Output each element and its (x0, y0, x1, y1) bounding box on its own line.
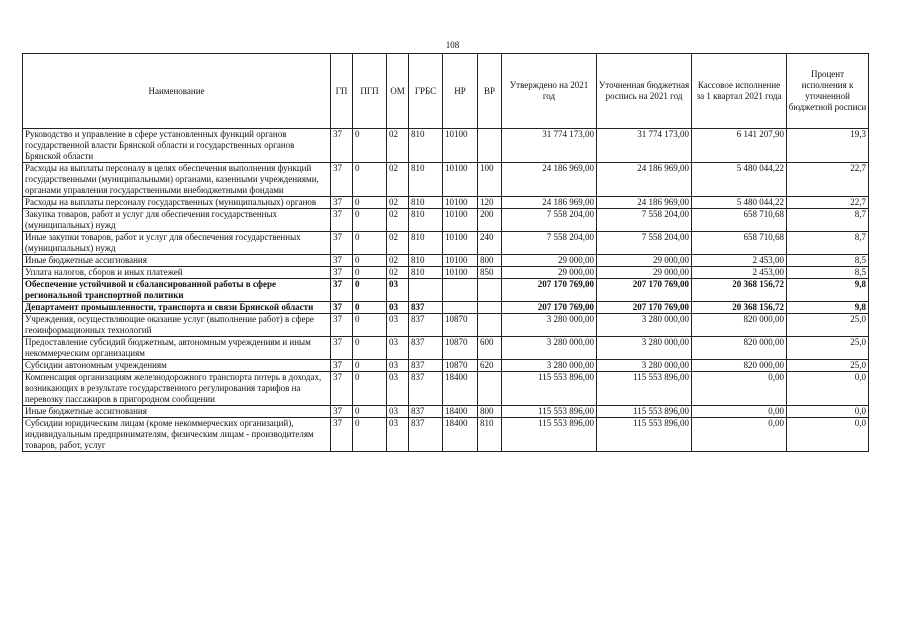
cell-np: 10100 (443, 255, 478, 267)
cell-vr: 800 (478, 406, 502, 418)
cell-ppgp: 0 (353, 406, 387, 418)
cell-ppgp: 0 (353, 337, 387, 360)
cell-om: 02 (387, 255, 409, 267)
cell-name: Закупка товаров, работ и услуг для обеспечения государственных (муниципальных) нужд (23, 209, 331, 232)
cell-ppgp: 0 (353, 302, 387, 314)
table-row (23, 372, 869, 406)
table-row (23, 129, 869, 163)
cell-np: 10100 (443, 209, 478, 232)
cell-refined: 3 280 000,00 (597, 314, 692, 337)
table-row (23, 279, 869, 302)
cell-percent: 22,7 (787, 163, 869, 197)
table-body (23, 129, 869, 452)
col-header-om: ОМ (387, 54, 409, 129)
cell-cash: 2 453,00 (692, 267, 787, 279)
cell-cash: 820 000,00 (692, 337, 787, 360)
cell-refined: 115 553 896,00 (597, 372, 692, 406)
cell-vr (478, 302, 502, 314)
cell-refined: 29 000,00 (597, 255, 692, 267)
budget-table (22, 53, 869, 452)
cell-name: Иные бюджетные ассигнования (23, 406, 331, 418)
cell-percent: 9,8 (787, 302, 869, 314)
cell-refined: 24 186 969,00 (597, 197, 692, 209)
cell-cash: 658 710,68 (692, 232, 787, 255)
cell-grbs: 837 (409, 314, 443, 337)
cell-name: Иные бюджетные ассигнования (23, 255, 331, 267)
cell-np: 10100 (443, 197, 478, 209)
table-row (23, 360, 869, 372)
cell-cash: 20 368 156,72 (692, 302, 787, 314)
table-row (23, 302, 869, 314)
cell-gp: 37 (331, 406, 353, 418)
cell-name: Руководство и управление в сфере установленных функций органов государственной власти Брянской области и государственных органов Брянской области (23, 129, 331, 163)
cell-percent: 8,5 (787, 255, 869, 267)
cell-ppgp: 0 (353, 372, 387, 406)
cell-ppgp: 0 (353, 129, 387, 163)
cell-name: Субсидии юридическим лицам (кроме некоммерческих организаций), индивидуальным предпринимателям, физическим лицам - производителям товаров, работ, услуг (23, 418, 331, 452)
cell-refined: 31 774 173,00 (597, 129, 692, 163)
cell-vr: 600 (478, 337, 502, 360)
cell-approved: 7 558 204,00 (502, 232, 597, 255)
cell-om: 02 (387, 129, 409, 163)
cell-gp: 37 (331, 418, 353, 452)
cell-approved: 115 553 896,00 (502, 406, 597, 418)
cell-percent: 25,0 (787, 337, 869, 360)
cell-cash: 658 710,68 (692, 209, 787, 232)
cell-ppgp: 0 (353, 360, 387, 372)
cell-percent: 9,8 (787, 279, 869, 302)
cell-om: 02 (387, 267, 409, 279)
cell-om: 02 (387, 197, 409, 209)
cell-np: 18400 (443, 372, 478, 406)
cell-percent: 25,0 (787, 360, 869, 372)
cell-grbs: 810 (409, 129, 443, 163)
cell-om: 03 (387, 406, 409, 418)
cell-cash: 20 368 156,72 (692, 279, 787, 302)
cell-percent: 0,0 (787, 406, 869, 418)
col-header-gp: ГП (331, 54, 353, 129)
cell-gp: 37 (331, 302, 353, 314)
cell-ppgp: 0 (353, 314, 387, 337)
table-row (23, 267, 869, 279)
cell-gp: 37 (331, 129, 353, 163)
table-row (23, 337, 869, 360)
table-row (23, 418, 869, 452)
col-header-percent: Процент исполнения к уточненной бюджетной росписи (787, 54, 869, 129)
cell-name: Обеспечение устойчивой и сбалансированной работы в сфере региональной транспортной политики (23, 279, 331, 302)
cell-refined: 3 280 000,00 (597, 337, 692, 360)
cell-grbs: 810 (409, 209, 443, 232)
cell-ppgp: 0 (353, 209, 387, 232)
cell-approved: 115 553 896,00 (502, 418, 597, 452)
cell-gp: 37 (331, 255, 353, 267)
cell-percent: 19,3 (787, 129, 869, 163)
cell-om: 02 (387, 232, 409, 255)
cell-name: Иные закупки товаров, работ и услуг для обеспечения государственных (муниципальных) нужд (23, 232, 331, 255)
cell-gp: 37 (331, 267, 353, 279)
cell-approved: 3 280 000,00 (502, 337, 597, 360)
cell-refined: 29 000,00 (597, 267, 692, 279)
cell-name: Расходы на выплаты персоналу государственных (муниципальных) органов (23, 197, 331, 209)
cell-gp: 37 (331, 360, 353, 372)
cell-np: 10870 (443, 360, 478, 372)
cell-refined: 207 170 769,00 (597, 279, 692, 302)
cell-gp: 37 (331, 314, 353, 337)
cell-name: Департамент промышленности, транспорта и связи Брянской области (23, 302, 331, 314)
table-row (23, 197, 869, 209)
cell-vr (478, 129, 502, 163)
cell-refined: 7 558 204,00 (597, 209, 692, 232)
cell-vr: 120 (478, 197, 502, 209)
cell-cash: 0,00 (692, 406, 787, 418)
cell-name: Предоставление субсидий бюджетным, автономным учреждениям и иным некоммерческим организациям (23, 337, 331, 360)
cell-percent: 0,0 (787, 418, 869, 452)
table-row (23, 406, 869, 418)
cell-cash: 5 480 044,22 (692, 197, 787, 209)
table-header-row (23, 54, 869, 129)
cell-name: Уплата налогов, сборов и иных платежей (23, 267, 331, 279)
cell-np: 10870 (443, 314, 478, 337)
cell-approved: 31 774 173,00 (502, 129, 597, 163)
cell-ppgp: 0 (353, 418, 387, 452)
cell-grbs: 837 (409, 302, 443, 314)
cell-refined: 7 558 204,00 (597, 232, 692, 255)
cell-approved: 207 170 769,00 (502, 302, 597, 314)
cell-grbs: 810 (409, 267, 443, 279)
cell-gp: 37 (331, 372, 353, 406)
cell-om: 03 (387, 279, 409, 302)
cell-np: 10100 (443, 232, 478, 255)
cell-ppgp: 0 (353, 197, 387, 209)
cell-percent: 8,5 (787, 267, 869, 279)
cell-np: 18400 (443, 418, 478, 452)
cell-cash: 0,00 (692, 372, 787, 406)
cell-grbs: 810 (409, 255, 443, 267)
cell-vr: 240 (478, 232, 502, 255)
col-header-refined: Уточненная бюджетная роспись на 2021 год (597, 54, 692, 129)
cell-approved: 3 280 000,00 (502, 360, 597, 372)
col-header-np: НР (443, 54, 478, 129)
table-row (23, 255, 869, 267)
cell-vr: 200 (478, 209, 502, 232)
cell-grbs: 810 (409, 197, 443, 209)
cell-approved: 29 000,00 (502, 267, 597, 279)
cell-approved: 3 280 000,00 (502, 314, 597, 337)
col-header-ppgp: ПГП (353, 54, 387, 129)
cell-approved: 115 553 896,00 (502, 372, 597, 406)
page-number: 108 (445, 40, 460, 50)
cell-np: 10870 (443, 337, 478, 360)
cell-ppgp: 0 (353, 255, 387, 267)
cell-np (443, 302, 478, 314)
cell-vr: 100 (478, 163, 502, 197)
cell-grbs: 837 (409, 418, 443, 452)
cell-vr (478, 372, 502, 406)
cell-approved: 7 558 204,00 (502, 209, 597, 232)
cell-gp: 37 (331, 337, 353, 360)
cell-cash: 0,00 (692, 418, 787, 452)
cell-vr: 850 (478, 267, 502, 279)
cell-om: 02 (387, 163, 409, 197)
cell-ppgp: 0 (353, 279, 387, 302)
cell-gp: 37 (331, 232, 353, 255)
cell-name: Субсидии автономным учреждениям (23, 360, 331, 372)
cell-percent: 25,0 (787, 314, 869, 337)
cell-refined: 24 186 969,00 (597, 163, 692, 197)
cell-name: Компенсация организациям железнодорожного транспорта потерь в доходах, возникающих в результате государственного регулирования тарифов на перевозку пассажиров в пригородном сообщении (23, 372, 331, 406)
col-header-name: Наименование (23, 54, 331, 129)
cell-om: 03 (387, 372, 409, 406)
cell-np: 10100 (443, 129, 478, 163)
cell-cash: 2 453,00 (692, 255, 787, 267)
cell-approved: 24 186 969,00 (502, 163, 597, 197)
cell-ppgp: 0 (353, 267, 387, 279)
col-header-cash: Кассовое исполнение за 1 квартал 2021 года (692, 54, 787, 129)
cell-np (443, 279, 478, 302)
cell-om: 03 (387, 314, 409, 337)
cell-gp: 37 (331, 209, 353, 232)
table-row (23, 163, 869, 197)
cell-vr (478, 314, 502, 337)
cell-np: 18400 (443, 406, 478, 418)
cell-approved: 29 000,00 (502, 255, 597, 267)
cell-grbs (409, 279, 443, 302)
cell-approved: 207 170 769,00 (502, 279, 597, 302)
cell-ppgp: 0 (353, 163, 387, 197)
cell-grbs: 810 (409, 232, 443, 255)
cell-refined: 115 553 896,00 (597, 406, 692, 418)
cell-cash: 820 000,00 (692, 314, 787, 337)
cell-grbs: 837 (409, 406, 443, 418)
cell-om: 03 (387, 418, 409, 452)
cell-refined: 3 280 000,00 (597, 360, 692, 372)
cell-refined: 115 553 896,00 (597, 418, 692, 452)
cell-percent: 0,0 (787, 372, 869, 406)
cell-vr: 800 (478, 255, 502, 267)
cell-refined: 207 170 769,00 (597, 302, 692, 314)
cell-np: 10100 (443, 267, 478, 279)
col-header-approved: Утверждено на 2021 год (502, 54, 597, 129)
cell-grbs: 837 (409, 360, 443, 372)
table-row (23, 209, 869, 232)
cell-percent: 8,7 (787, 209, 869, 232)
cell-cash: 5 480 044,22 (692, 163, 787, 197)
cell-grbs: 810 (409, 163, 443, 197)
cell-vr (478, 279, 502, 302)
cell-om: 03 (387, 360, 409, 372)
cell-grbs: 837 (409, 337, 443, 360)
cell-gp: 37 (331, 163, 353, 197)
col-header-grbs: ГРБС (409, 54, 443, 129)
table-row (23, 314, 869, 337)
cell-vr: 620 (478, 360, 502, 372)
cell-gp: 37 (331, 197, 353, 209)
cell-np: 10100 (443, 163, 478, 197)
cell-gp: 37 (331, 279, 353, 302)
col-header-vr: ВР (478, 54, 502, 129)
table-row (23, 232, 869, 255)
cell-percent: 22,7 (787, 197, 869, 209)
cell-name: Учреждения, осуществляющие оказание услуг (выполнение работ) в сфере геоинформационных технологий (23, 314, 331, 337)
cell-percent: 8,7 (787, 232, 869, 255)
cell-grbs: 837 (409, 372, 443, 406)
cell-om: 03 (387, 337, 409, 360)
cell-cash: 820 000,00 (692, 360, 787, 372)
cell-vr: 810 (478, 418, 502, 452)
cell-cash: 6 141 207,90 (692, 129, 787, 163)
cell-ppgp: 0 (353, 232, 387, 255)
cell-om: 02 (387, 209, 409, 232)
cell-om: 03 (387, 302, 409, 314)
cell-approved: 24 186 969,00 (502, 197, 597, 209)
cell-name: Расходы на выплаты персоналу в целях обеспечения выполнения функций государственными (муниципальными) органами, казенными учреждениями, органами управления государственными внебюджетными фондами (23, 163, 331, 197)
